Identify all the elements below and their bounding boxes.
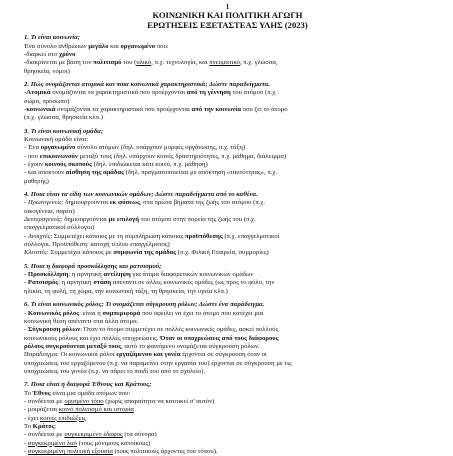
text-span: (δηλ. επιδιώκεται κάτι κοινό, π.χ. μάθηση) — [91, 161, 208, 168]
text-span: 2. Πώς ονομάζονται ατομικά και ποια κοινωνικά χαρακτηριστικά; Δώστε παραδείγματα. — [24, 80, 270, 88]
text-line — [24, 224, 431, 232]
text-span: - — [24, 309, 28, 317]
text-span: για άτομα διαφορετικών κοινωνικών ομάδων — [130, 271, 254, 279]
text-span: συμπεριφορά — [102, 309, 141, 317]
text-line — [24, 368, 431, 376]
text-span: μεταξύ τους (δηλ. υπάρχουν κοινές δραστηριότητες, π.χ. μάθημα, διάλειμμα) — [77, 152, 287, 160]
text-line — [24, 440, 431, 448]
text-span: ονομάζονται τα χαρακτηριστικά που προέρχονται — [55, 105, 192, 113]
text-line — [24, 351, 431, 359]
text-span: - Ανοιχτές — [24, 232, 51, 240]
text-span: είναι μια ομάδα ατόμων που: — [50, 389, 131, 397]
text-line — [24, 208, 431, 216]
text-line — [24, 398, 431, 406]
text-span: στάση — [93, 279, 112, 287]
text-span: (π.χ. Φιλική Εταιρεία, συμμορίες) — [176, 249, 269, 257]
text-span: - — [24, 105, 27, 113]
text-span: σύλλογοι. Προϋπόθεση: κατοχή τίτλου επαγγέλματος) — [24, 241, 170, 249]
question-heading — [24, 301, 431, 309]
text-span: από τη γέννηση — [186, 89, 231, 97]
text-line — [24, 343, 431, 351]
text-line — [24, 153, 431, 161]
text-span: Το — [24, 389, 33, 397]
text-span: Ατομικά — [26, 89, 51, 97]
text-line — [24, 249, 431, 257]
text-span: - και αποκτούν — [24, 169, 66, 177]
text-span: - Ένα — [24, 144, 41, 152]
text-span: -διαρκεί στο — [24, 50, 59, 58]
text-span: Όταν οι υποχρεώσεις από τους διάφορους — [160, 334, 279, 342]
text-span: Προσκόλληση — [27, 271, 69, 279]
text-span: συγκεκριμένο λαό — [27, 439, 77, 447]
text-span: - — [24, 89, 27, 97]
text-line — [24, 390, 431, 398]
text-line — [24, 271, 431, 279]
text-span: ονομάζονται τα χαρακτηριστικά που προέρχονται — [50, 89, 187, 97]
text-line — [24, 43, 431, 51]
text-span: κοινωνικά — [26, 105, 56, 113]
text-line — [24, 431, 431, 439]
text-span: Παράδειγμα: Οι κοινωνικοί ρόλοι — [24, 351, 117, 359]
text-span: συγκεκριμένη πολιτική εξουσία — [27, 448, 113, 455]
text-span: 1. Τι είναι κοινωνία; — [24, 34, 81, 42]
text-span: κοινούς σκοπούς — [44, 161, 92, 168]
text-span: θρησκεία, νόμοι) — [24, 67, 70, 75]
text-span: : δημιουργούνται — [61, 199, 110, 207]
text-span: , π.χ. γλώσσα, — [239, 59, 278, 67]
text-line — [24, 59, 431, 67]
text-span: που οφείλει να έχει το άτομο που κατέχει μια — [140, 309, 264, 317]
text-line — [24, 241, 431, 249]
text-span: και — [108, 42, 121, 50]
text-span: (χωρίς απαραίτητα να κατοικεί σ' αυτόν) — [103, 397, 215, 405]
text-span: ρόλους συγκρούονται μεταξύ τους — [24, 342, 122, 350]
text-line — [24, 279, 431, 287]
text-line — [24, 326, 431, 334]
question-heading — [24, 81, 431, 89]
text-span: απέναντι σε άλλες κοινωνικές ομάδες (ως προς το φύλο, την — [111, 279, 275, 287]
text-span: εκ φύσεως — [109, 199, 140, 207]
text-span: επικοινωνούν — [39, 152, 78, 160]
text-span: : η αρνητική — [58, 279, 94, 287]
text-span: Κράτος — [32, 422, 55, 430]
text-span: Ένα σύνολο ανθρώπων — [24, 42, 89, 50]
text-line — [24, 89, 431, 97]
text-line — [24, 136, 431, 144]
text-span: (π.χ. γλώσσα, θρησκεία κλπ.) — [24, 114, 103, 122]
document-title-line-2: ΕΡΩΤΗΣΕΙΣ ΕΞΕΤΑΣΤΕΑΣ ΥΛΗΣ (2023) — [147, 19, 308, 30]
text-span: μεγάλο — [88, 42, 109, 50]
text-line — [24, 233, 431, 241]
text-span: Το — [24, 422, 33, 430]
text-span: - — [24, 326, 28, 334]
text-line — [24, 406, 431, 414]
document-body — [24, 34, 431, 456]
text-span: σώμα, πρόσωπο) — [24, 97, 70, 105]
text-span: - — [24, 279, 28, 287]
text-span: (τους πολιτικούς άρχοντες του τόπου). — [112, 448, 218, 455]
text-span: πολιτισμό — [93, 59, 122, 67]
text-span: εργαζόμενου και γονέα — [116, 351, 181, 359]
text-line — [24, 51, 431, 59]
text-span: - — [24, 439, 28, 447]
text-span: , στα πρώτα βήματα της ζωής του ατόμου (π.χ. — [139, 199, 266, 207]
text-line — [24, 310, 431, 318]
text-span: μαθητής) — [24, 177, 49, 185]
text-span: (π.χ. επαγγελματικοί — [222, 232, 280, 240]
text-line — [24, 68, 431, 76]
text-span: : δημιουργούνται — [60, 216, 109, 224]
text-span: : η αρνητική — [68, 271, 104, 279]
text-span: συγκεκριμένο έδαφος — [64, 431, 123, 439]
text-span: κοινωνικούς ρόλους και έχει πολλές υποχρεώσεις. — [24, 334, 161, 342]
text-span: - — [24, 448, 28, 455]
question-heading — [24, 34, 431, 42]
text-span: Κλειστές — [24, 249, 47, 257]
text-span: 4. Ποια είναι τα είδη των κοινωνικών ομάδων; Δώστε παραδείγματα από το καθένα. — [24, 191, 258, 199]
text-line — [24, 216, 431, 224]
text-span: σύνολο ατόμων (δηλ. υπάρχουν μορφές οργάνωσης, π.χ. τάξη) — [75, 144, 246, 152]
text-span: : Συμμετέχει κάποιος με τη συμπλήρωση κάποιας — [50, 232, 185, 240]
text-span: : Όταν το άτομο συμμετέχει σε πολλές κοινωνικές ομάδες, ασκεί πολλούς — [80, 326, 279, 334]
text-span: Ρατσισμός — [27, 279, 59, 287]
text-span: που: — [155, 42, 169, 50]
text-span: οργανωμένο — [120, 42, 156, 50]
text-span: , αυτό το φαινόμενο ονομάζεται σύγκρουση ρόλων. — [121, 342, 260, 350]
text-span: που ζει το άτομο — [241, 105, 288, 113]
text-line — [24, 415, 431, 423]
text-span: πνευματικό — [209, 59, 240, 67]
text-span: - που — [24, 152, 40, 160]
text-span: : Συμμετέχει κάποιος με — [46, 249, 114, 257]
text-line — [24, 318, 431, 326]
text-span: Κοινωνικός ρόλος — [27, 309, 80, 317]
text-span: 5. Ποια η διαφορά προσκόλλησης και ρατσισμού; — [24, 262, 162, 270]
text-span: αίσθηση της ομάδας — [65, 169, 124, 177]
text-span: με επιλογή — [108, 216, 140, 224]
text-line — [24, 114, 431, 122]
text-span: έρχονται σε σύγκρουση όταν οι — [180, 351, 267, 359]
text-span: 7. Ποια είναι η διαφορά Έθνους και Κράτους; — [24, 381, 152, 389]
text-span: από την κοινωνία — [191, 105, 242, 113]
text-line — [24, 106, 431, 114]
text-span: , π.χ. τεχνολογία, και — [151, 59, 210, 67]
text-span: (τους μόνιμους κατοίκους) — [77, 439, 151, 447]
question-heading — [24, 263, 431, 271]
text-span: 3. Τι είναι κοινωνική ομάδα; — [24, 127, 104, 135]
text-span: - έχει — [24, 414, 40, 422]
text-line — [24, 423, 431, 431]
text-span: κοινό πολιτισμό και ιστορία — [58, 406, 134, 414]
question-heading — [24, 128, 431, 136]
text-span: οικογένεια, παρέα) — [24, 207, 75, 215]
question-heading — [24, 381, 431, 389]
text-span: οργανωμένο — [40, 144, 76, 152]
text-span: υποχρεώσεις του γονέα (π.χ. να πάρει το παιδί του από το σχολείο). — [24, 367, 206, 375]
text-span: (δηλ. πραγματοποιείται με απόκτηση «ταυτότητας», π.χ. — [123, 169, 278, 177]
text-span: κοινές επιδιώξεις — [39, 414, 87, 422]
question-heading — [24, 191, 431, 199]
text-line — [24, 169, 431, 177]
text-span: - Πρωτογενείς — [24, 199, 62, 207]
text-line — [24, 448, 431, 456]
text-line — [24, 98, 431, 106]
text-span: χρόνο — [58, 50, 76, 58]
text-span: - συνδέεται με — [24, 397, 65, 405]
text-span: 6. Τι είναι κοινωνικός ρόλος; Τι ονομάζεται σύγκρουση ρόλων; Δώστε ένα παράδειγμα. — [24, 301, 265, 309]
text-line — [24, 178, 431, 186]
text-span: - μοιράζεται — [24, 406, 59, 414]
text-span: Κοινωνική ομάδα είναι: — [24, 135, 89, 143]
text-span: Έθνος — [32, 389, 51, 397]
text-span: ηλικία, τη φυλή, τη χώρα, την κοινωνική τάξη, τη θρησκεία, την υγεία κλπ.) — [24, 287, 228, 295]
text-span: ορισμένο τόπο — [64, 397, 104, 405]
text-line — [24, 199, 431, 207]
text-span: -διακρίνεται με βάση τον — [24, 59, 94, 67]
text-span: Σύγκρουση ρόλων — [27, 326, 81, 334]
text-line — [24, 161, 431, 169]
text-span: υποχρεώσεις του εργαζόμενου (π.χ. να παραμείνει στην εργασία του) έρχονται σε σύγκρουση με τις — [24, 359, 292, 367]
page-number: 1 — [225, 3, 230, 11]
text-line — [24, 360, 431, 368]
text-span: : είναι η — [79, 309, 103, 317]
text-line — [24, 144, 431, 152]
text-span: συμφωνία της ομάδας — [113, 249, 177, 257]
text-span: Δευτερογενείς — [24, 216, 61, 224]
text-span: επαγγελματικοί σύλλογοι) — [24, 224, 95, 232]
text-span: αντίληψη — [103, 271, 131, 279]
text-span: του ατόμου (π.χ. — [230, 89, 277, 97]
text-line — [24, 335, 431, 343]
text-span: - συνδέεται με — [24, 431, 65, 439]
text-span: υλικό — [136, 59, 152, 67]
text-span: - — [24, 271, 28, 279]
text-line — [24, 288, 431, 296]
text-span: (τα σύνορα) — [122, 431, 157, 439]
text-span: του ( — [121, 59, 137, 67]
text-span: του ατόμου στην πορεία της ζωής του (π.χ. — [139, 216, 256, 224]
text-span: κοινωνική θέση απέναντι στα άλλα άτομα. — [24, 317, 139, 325]
text-span: : — [54, 422, 57, 430]
text-span: - έχουν — [24, 161, 45, 168]
text-span: προϋπόθεσης — [184, 232, 223, 240]
document-title-line-1: ΚΟΙΝΩΝΙΚΗ ΚΑΙ ΠΟΛΙΤΙΚΗ ΑΓΩΓΗ — [152, 10, 303, 20]
